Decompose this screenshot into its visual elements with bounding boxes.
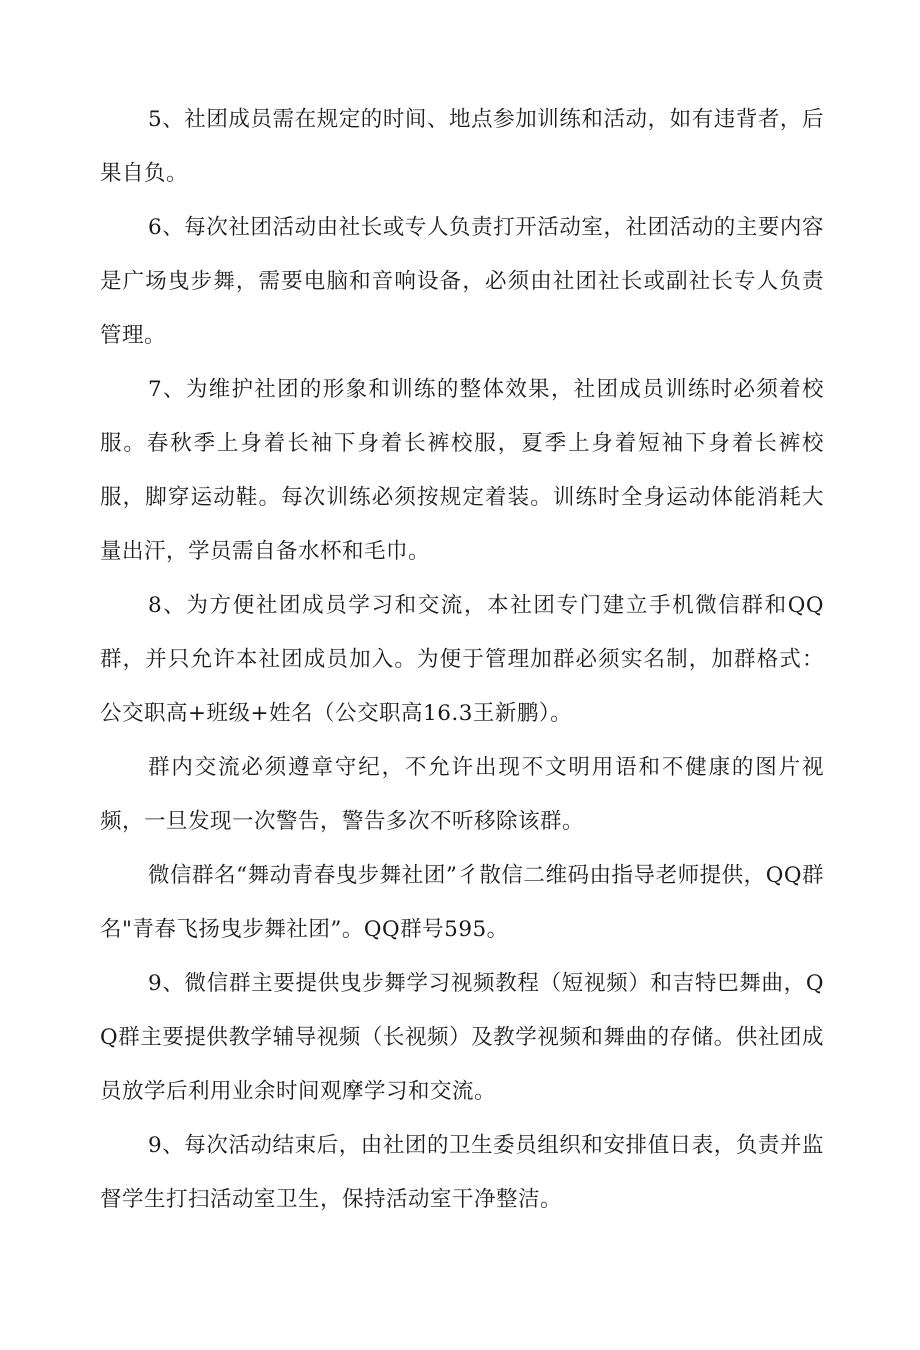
- paragraph-group-conduct: 群内交流必须遵章守纪，不允许出现不文明用语和不健康的图片视频，一旦发现一次警告，警告多次不听移除该群。: [100, 755, 824, 834]
- paragraph-rule-9-cleaning: 9、每次活动结束后，由社团的卫生委员组织和安排值日表，负责并监督学生打扫活动室卫生，保持活动室干净整洁。: [100, 1133, 824, 1212]
- paragraph-rule-6: 6、每次社团活动由社长或专人负责打开活动室，社团活动的主要内容是广场曳步舞，需要电脑和音响设备，必须由社团社长或副社长专人负责管理。: [100, 215, 824, 348]
- paragraph-rule-5: 5、社团成员需在规定的时间、地点参加训练和活动，如有违背者，后果自负。: [100, 107, 824, 186]
- paragraph-rule-9-groups: 9、微信群主要提供曳步舞学习视频教程（短视频）和吉特巴舞曲，QQ群主要提供教学辅导视频（长视频）及教学视频和舞曲的存储。供社团成员放学后利用业余时间观摩学习和交流。: [100, 971, 824, 1104]
- paragraph-rule-7: 7、为维护社团的形象和训练的整体效果，社团成员训练时必须着校服。春秋季上身着长袖下身着长裤校服，夏季上身着短袖下身着长裤校服，脚穿运动鞋。每次训练必须按规定着装。训练时全身运动体能消耗大量出汗，学员需自备水杯和毛巾。: [100, 377, 824, 564]
- paragraph-rule-8: 8、为方便社团成员学习和交流，本社团专门建立手机微信群和QQ群，并只允许本社团成员加入。为便于管理加群必须实名制，加群格式：公交职高+班级+姓名（公交职高16.3王新鹏）。: [100, 593, 824, 726]
- paragraph-group-names: 微信群名“舞动青春曳步舞社团”彳散信二维码由指导老师提供，QQ群名"青春飞扬曳步舞社团”。QQ群号595。: [100, 863, 824, 942]
- document-body: [100, 93, 824, 1227]
